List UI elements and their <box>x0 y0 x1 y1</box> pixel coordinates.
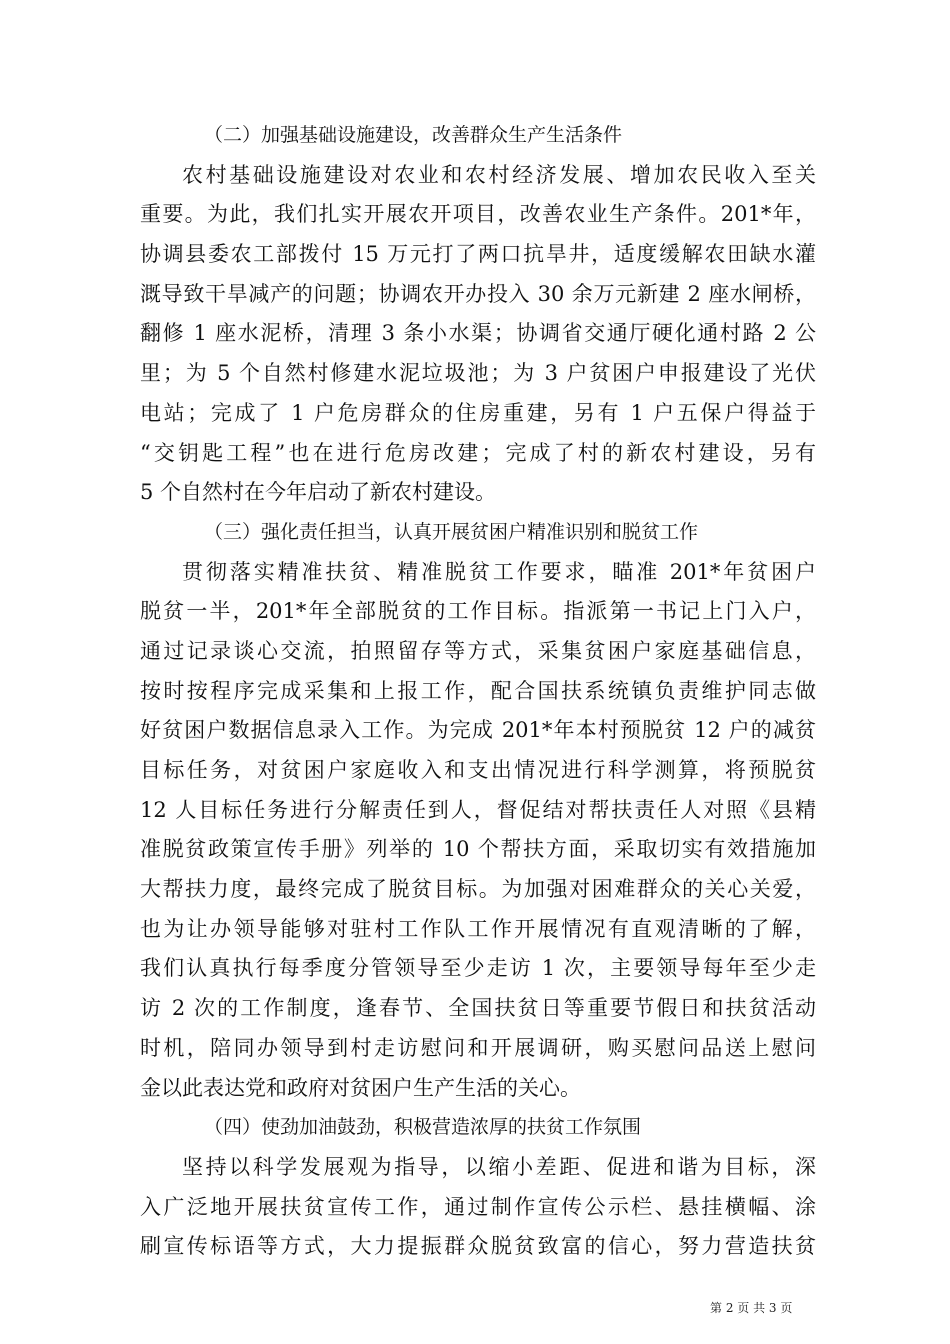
section-heading: （三）强化责任担当，认真开展贫困户精准识别和脱贫工作 <box>204 520 699 543</box>
section-infrastructure <box>140 116 816 513</box>
paragraph-line: 通过记录谈心交流，拍照留存等方式，采集贫困户家庭基础信息， <box>140 638 816 663</box>
section-heading: （二）加强基础设施建设，改善群众生产生活条件 <box>204 124 623 146</box>
paragraph-line: 里；为 5 个自然村修建水泥垃圾池；为 3 户贫困户申报建设了光伏 <box>140 361 816 386</box>
paragraph-line: 准脱贫政策宣传手册》列举的 10 个帮扶方面，采取切实有效措施加 <box>140 837 816 862</box>
paragraph-line: 电站；完成了 1 户危房群众的住房重建，另有 1 户五保户得益于 <box>140 400 816 425</box>
section-heading: （四）使劲加油鼓劲，积极营造浓厚的扶贫工作氛围 <box>204 1116 642 1139</box>
paragraph-line: 协调县委农工部拨付 15 万元打了两口抗旱井，适度缓解农田缺水灌 <box>140 242 816 267</box>
paragraph-line: 刷宣传标语等方式，大力提振群众脱贫致富的信心，努力营造扶贫 <box>140 1234 816 1259</box>
paragraph-line: 目标任务，对贫困户家庭收入和支出情况进行科学测算，将预脱贫 <box>140 758 816 782</box>
paragraph-line: 贯彻落实精准扶贫、精准脱贫工作要求，瞄准 201*年贫困户 <box>182 559 816 584</box>
paragraph-line: 大帮扶力度，最终完成了脱贫目标。为加强对困难群众的关心关爱， <box>140 877 816 902</box>
paragraph-line: 按时按程序完成采集和上报工作，配合国扶系统镇负责维护同志做 <box>140 678 816 703</box>
paragraph-line: 好贫困户数据信息录入工作。为完成 201*年本村预脱贫 12 户的减贫 <box>140 718 816 743</box>
paragraph-line: 我们认真执行每季度分管领导至少走访 1 次，主要领导每年至少走 <box>140 956 816 981</box>
page-number-indicator: 第 2 页 共 3 页 <box>710 1301 793 1315</box>
paragraph-line: 农村基础设施建设对农业和农村经济发展、增加农民收入至关 <box>182 162 816 187</box>
section-poverty-identification <box>140 513 816 1108</box>
section-publicity <box>140 1108 816 1267</box>
paragraph-line: 翻修 1 座水泥桥，清理 3 条小水渠；协调省交通厅硬化通村路 2 公 <box>140 321 816 346</box>
paragraph-line: 入广泛地开展扶贫宣传工作，通过制作宣传公示栏、悬挂横幅、涂 <box>140 1194 816 1219</box>
paragraph-line: 12 人目标任务进行分解责任到人，督促结对帮扶责任人对照《县精 <box>140 797 816 822</box>
paragraph-line: 溉导致干旱减产的问题；协调农开办投入 30 余万元新建 2 座水闸桥， <box>140 281 816 306</box>
paragraph-line: 访 2 次的工作制度，逢春节、全国扶贫日等重要节假日和扶贫活动 <box>140 996 816 1021</box>
document-body <box>140 116 816 1267</box>
paragraph-line: 5 个自然村在今年启动了新农村建设。 <box>140 480 497 505</box>
paragraph-line: 时机，陪同办领导到村走访慰问和开展调研，购买慰问品送上慰问 <box>140 1035 816 1060</box>
section-paragraph <box>140 156 816 513</box>
paragraph-line: 脱贫一半，201*年全部脱贫的工作目标。指派第一书记上门入户， <box>140 599 816 624</box>
section-paragraph <box>140 1148 816 1267</box>
paragraph-line: 重要。为此，我们扎实开展农开项目，改善农业生产条件。201*年， <box>140 202 816 227</box>
paragraph-line: 金以此表达党和政府对贫困户生产生活的关心。 <box>140 1075 581 1100</box>
paragraph-line: “交钥匙工程”也在进行危房改建；完成了村的新农村建设，另有 <box>140 440 816 465</box>
paragraph-line: 也为让办领导能够对驻村工作队工作开展情况有直观清晰的了解， <box>140 916 816 941</box>
section-paragraph <box>140 553 816 1109</box>
paragraph-line: 坚持以科学发展观为指导，以缩小差距、促进和谐为目标，深 <box>182 1154 816 1179</box>
